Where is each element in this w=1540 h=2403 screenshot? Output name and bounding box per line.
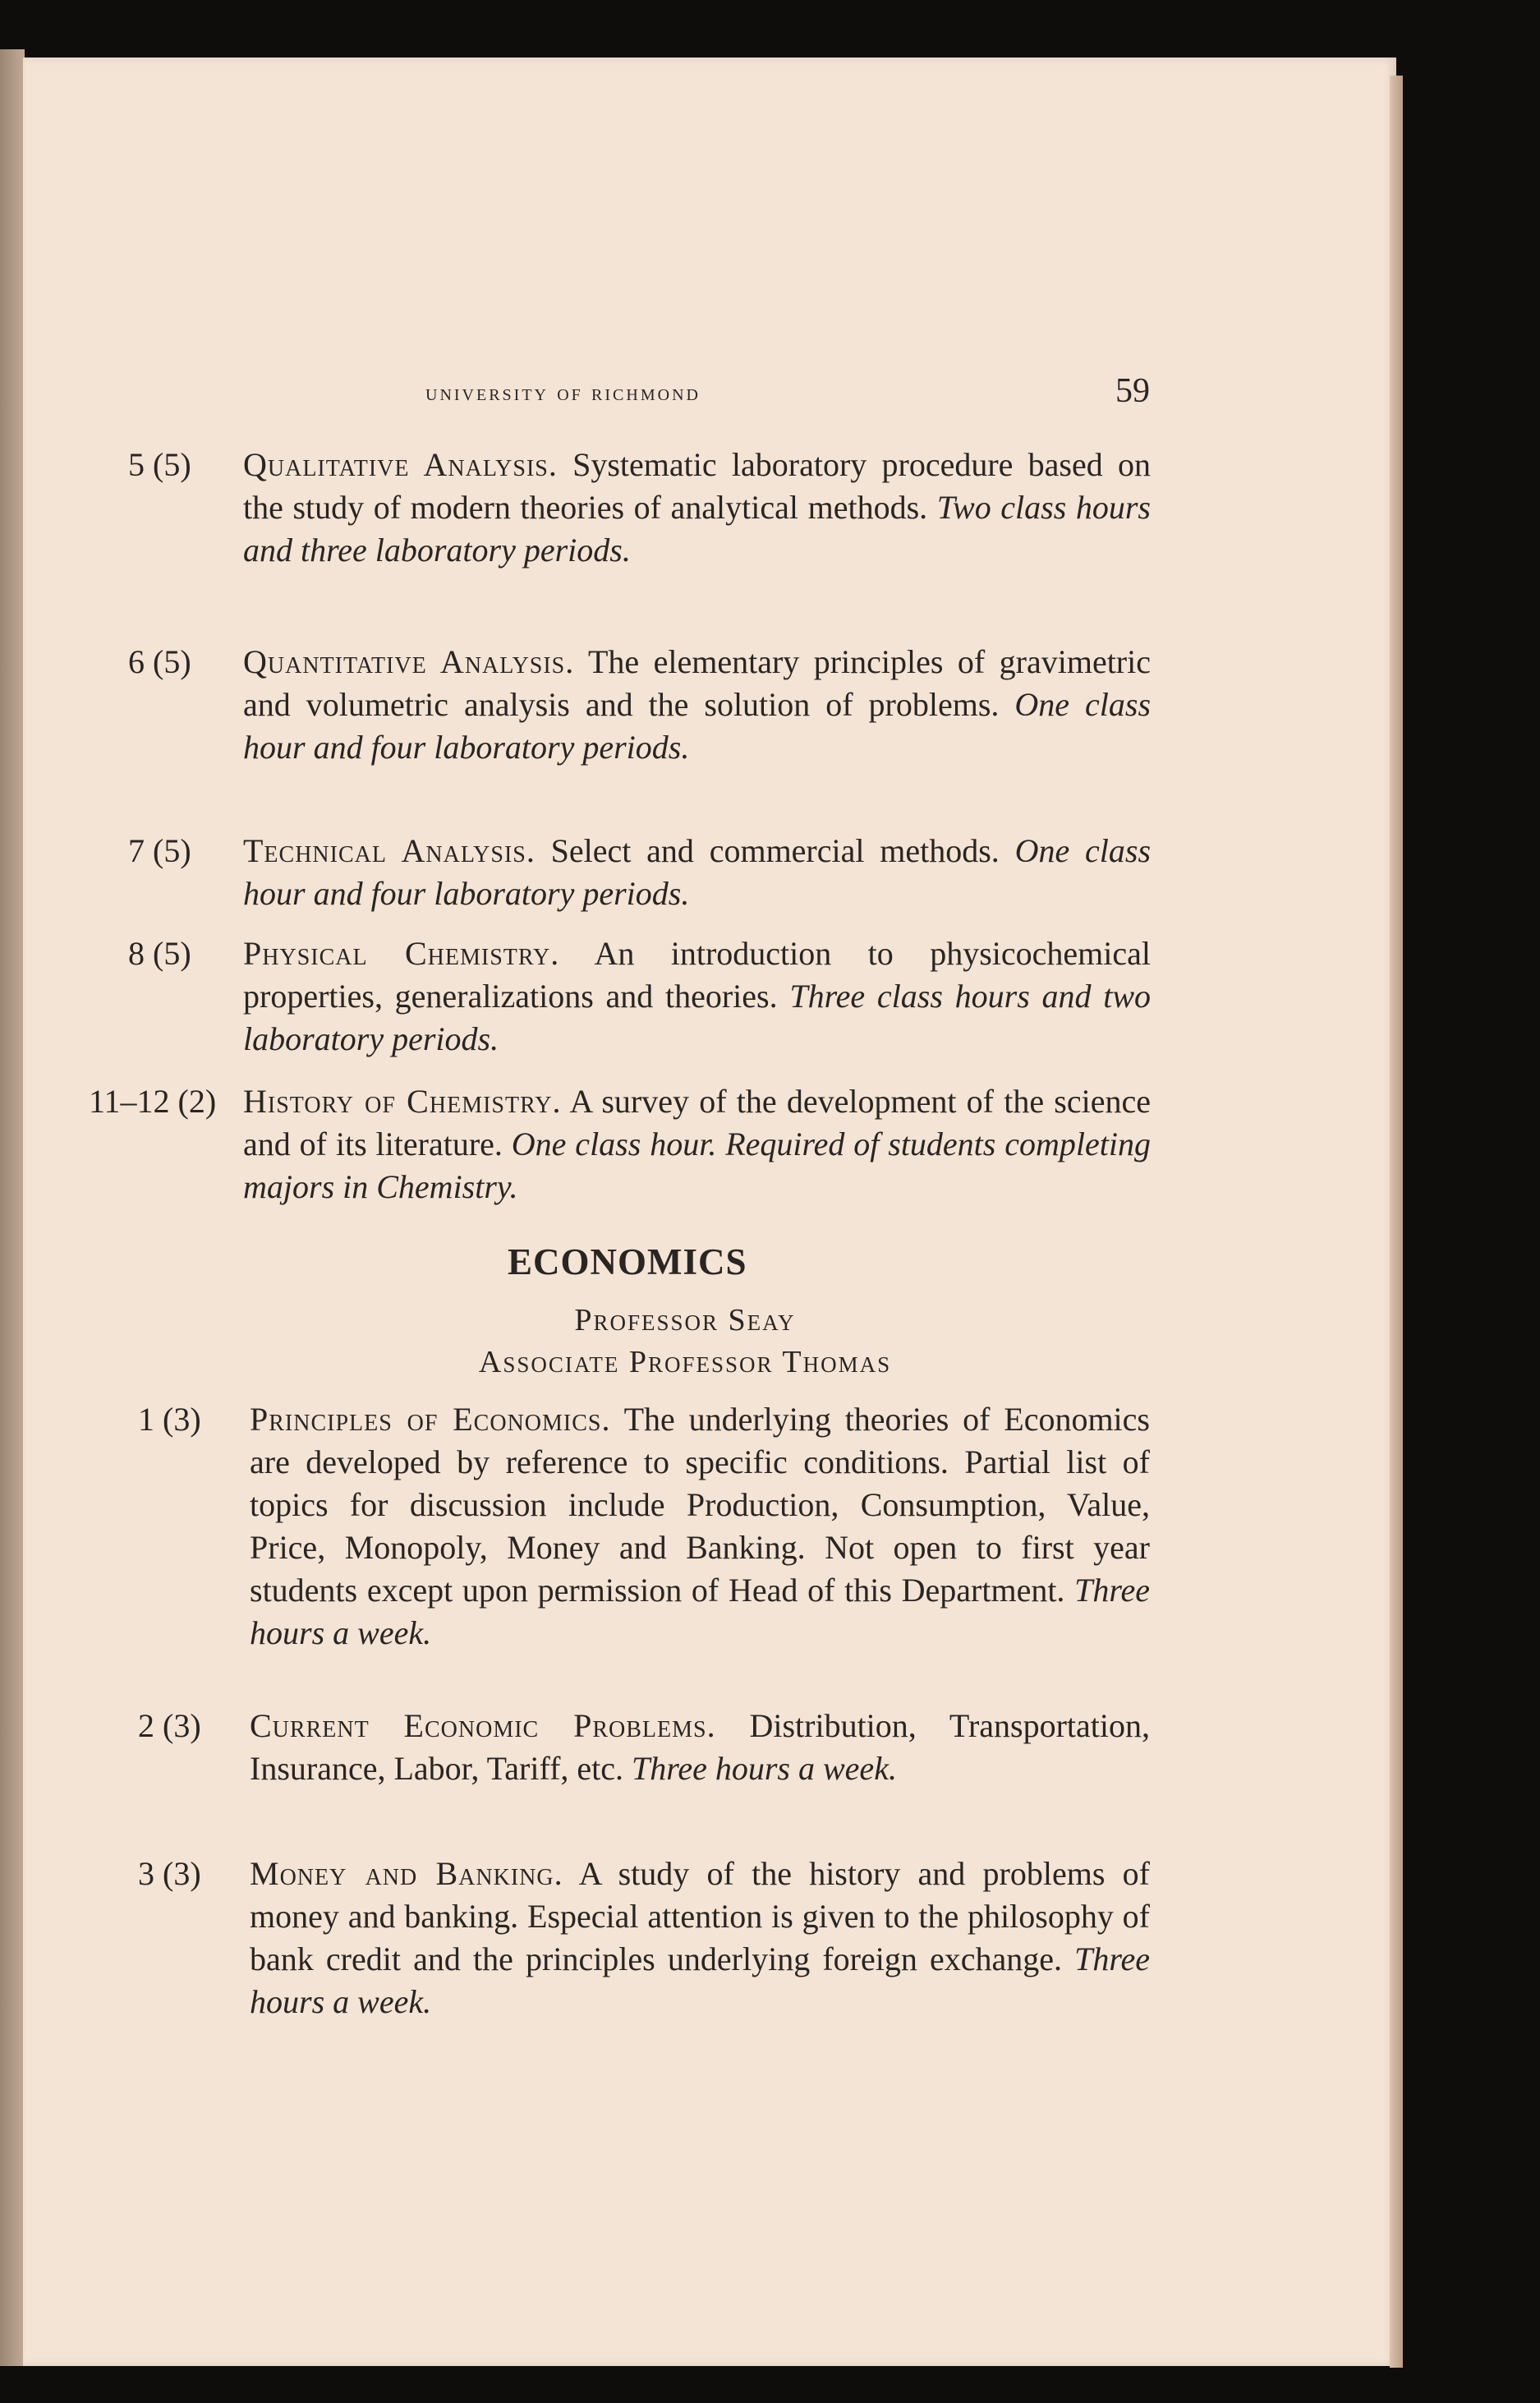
course-title: Qualitative Analysis. [243, 446, 558, 483]
page-number: 59 [1115, 372, 1150, 410]
course-hours: One class hour and four laboratory periods. [243, 686, 1152, 766]
course-number: 11–12 (2) [89, 1083, 217, 1120]
course-hours: One class hour and four laboratory periods. [243, 832, 1152, 912]
course-description: The underlying theories of Economics are developed by reference to specific conditions. Partial list of topics for discussion include Production, Consumption, Value, Price, Monopoly, Money and Banking. Not open to first year students except upon permission of Head of this Department. [250, 1401, 1150, 1609]
faculty-name: Associate Professor Thomas [478, 1345, 892, 1379]
course-hours: Three class hours and two laboratory periods. [243, 978, 1152, 1057]
course-number: 8 (5) [128, 935, 191, 972]
course-number: 3 (3) [138, 1855, 201, 1892]
course-title: Physical Chemistry. [243, 935, 560, 972]
course-text [128, 932, 1151, 1061]
page-block-edge [1390, 76, 1403, 2368]
course-number: 7 (5) [128, 832, 191, 869]
course-description: Systematic laboratory procedure based on the study of modern theories of analytical methods. [243, 446, 1151, 526]
course-hours: Three hours a week. [250, 1940, 1150, 2020]
course-number: 2 (3) [138, 1707, 201, 1744]
course-title: Principles of Economics. [250, 1401, 611, 1438]
course-description: Select and commercial methods. [550, 832, 1000, 869]
course-title: Money and Banking. [250, 1855, 563, 1892]
course-text [138, 1853, 1150, 2023]
facing-page-edge [0, 49, 25, 2366]
course-text [138, 1398, 1150, 1655]
running-head: university of richmond [425, 380, 701, 406]
section-heading: ECONOMICS [508, 1241, 747, 1282]
course-title: Quantitative Analysis. [243, 643, 575, 680]
course-text [128, 444, 1151, 572]
course-title: Current Economic Problems. [250, 1707, 716, 1744]
course-description: A study of the history and problems of money and banking. Especial attention is given to the philosophy of bank credit and the principles underlying foreign exchange. [250, 1855, 1150, 1977]
course-description: A survey of the development of the science and of its literature. [243, 1083, 1152, 1162]
course-number: 1 (3) [138, 1401, 201, 1438]
course-hours: Two class hours and three laboratory periods. [243, 489, 1152, 569]
course-text [89, 1080, 1151, 1208]
course-text [138, 1705, 1150, 1790]
faculty-name: Professor Seay [574, 1303, 796, 1337]
course-hours: One class hour. Required of students completing majors in Chemistry. [243, 1126, 1151, 1205]
course-text [128, 830, 1151, 915]
course-title: Technical Analysis. [243, 832, 536, 869]
course-title: History of Chemistry. [243, 1083, 562, 1120]
course-description: The elementary principles of gravimetric and volumetric analysis and the solution of problems. [243, 643, 1151, 723]
course-number: 5 (5) [128, 446, 191, 483]
course-hours: Three hours a week. [250, 1572, 1151, 1651]
course-description: An introduction to physicochemical properties, generalizations and theories. [243, 935, 1151, 1015]
course-text [128, 641, 1151, 769]
course-description: Distribution, Transportation, Insurance, Labor, Tariff, etc. [250, 1707, 1151, 1787]
course-hours: Three hours a week. [632, 1750, 897, 1787]
course-number: 6 (5) [128, 643, 191, 680]
book-page [23, 58, 1396, 2366]
